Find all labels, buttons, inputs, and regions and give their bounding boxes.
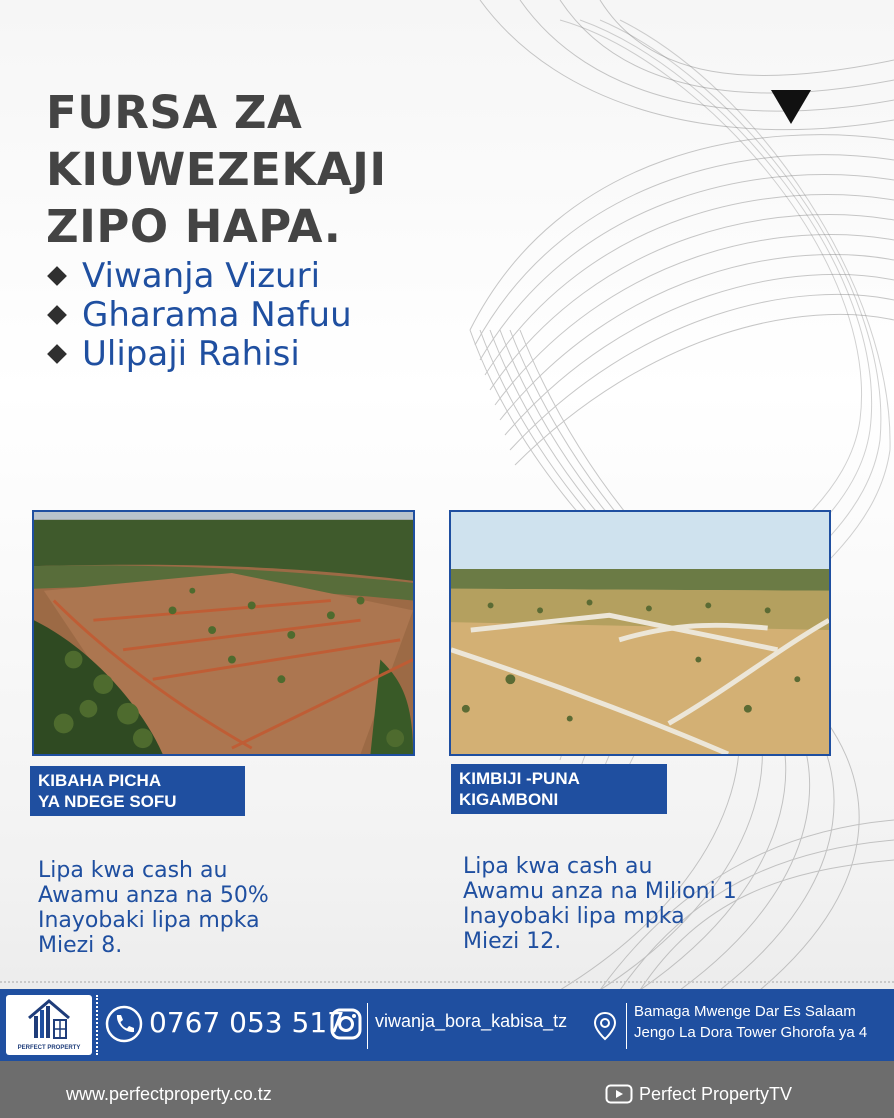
- kibaha-aerial-photo: [32, 510, 415, 756]
- logo-separator: [96, 995, 98, 1055]
- kimbiji-location-label: [451, 764, 667, 814]
- payment-term-line: Miezi 8.: [38, 933, 123, 958]
- feature-text: Ulipaji Rahisi: [82, 333, 300, 374]
- diamond-bullet-icon: [47, 344, 67, 364]
- feature-text: Viwanja Vizuri: [82, 255, 321, 296]
- website-link[interactable]: www.perfectproperty.co.tz: [66, 1084, 272, 1104]
- kimbiji-payment-terms: [463, 854, 737, 954]
- location-label-line: KIGAMBONI: [459, 790, 559, 809]
- company-logo: [6, 995, 92, 1055]
- payment-term-line: Lipa kwa cash au: [38, 858, 228, 883]
- contact-divider: [626, 1003, 627, 1049]
- youtube-channel[interactable]: Perfect PropertyTV: [639, 1084, 793, 1104]
- headline: [46, 84, 466, 255]
- instagram-handle[interactable]: viwanja_bora_kabisa_tz: [375, 1011, 568, 1031]
- feature-list: [46, 256, 352, 373]
- headline-line-3: ZIPO HAPA.: [46, 200, 342, 253]
- payment-term-line: Awamu anza na Milioni 1: [463, 879, 737, 904]
- kibaha-payment-terms: [38, 858, 269, 958]
- phone-icon: [105, 1005, 143, 1043]
- address-line: Jengo La Dora Tower Ghorofa ya 4: [634, 1024, 868, 1041]
- triangle-down-icon: [771, 90, 811, 124]
- location-pin-icon: [593, 1011, 617, 1041]
- payment-term-line: Awamu anza na 50%: [38, 883, 269, 908]
- section-divider: [0, 981, 894, 983]
- contact-bar: [0, 989, 894, 1061]
- payment-term-line: Miezi 12.: [463, 929, 562, 954]
- diamond-bullet-icon: [47, 266, 67, 286]
- diamond-bullet-icon: [47, 305, 67, 325]
- feature-text: Gharama Nafuu: [82, 294, 352, 335]
- location-label-line: YA NDEGE SOFU: [38, 792, 177, 811]
- payment-term-line: Lipa kwa cash au: [463, 854, 653, 879]
- payment-term-line: Inayobaki lipa mpka: [463, 904, 685, 929]
- contact-divider: [367, 1003, 368, 1049]
- feature-item: [46, 334, 352, 373]
- address-line: Bamaga Mwenge Dar Es Salaam: [634, 1003, 856, 1020]
- feature-item: [46, 256, 352, 295]
- office-address: [634, 1001, 867, 1043]
- logo-text: PERFECT PROPERTY: [17, 1045, 81, 1051]
- payment-term-line: Inayobaki lipa mpka: [38, 908, 260, 933]
- location-label-line: KIMBIJI -PUNA: [459, 769, 580, 788]
- feature-item: [46, 295, 352, 334]
- headline-line-2: KIUWEZEKAJI: [46, 143, 387, 196]
- headline-line-1: FURSA ZA: [46, 86, 303, 139]
- location-label-line: KIBAHA PICHA: [38, 771, 162, 790]
- kimbiji-aerial-photo: [449, 510, 831, 756]
- phone-number[interactable]: 0767 053 517: [149, 1006, 345, 1039]
- kibaha-location-label: [30, 766, 245, 816]
- instagram-icon: [329, 1007, 363, 1041]
- bottom-bar: [0, 1061, 894, 1118]
- house-logo-icon: [26, 998, 72, 1040]
- youtube-icon: [605, 1084, 633, 1104]
